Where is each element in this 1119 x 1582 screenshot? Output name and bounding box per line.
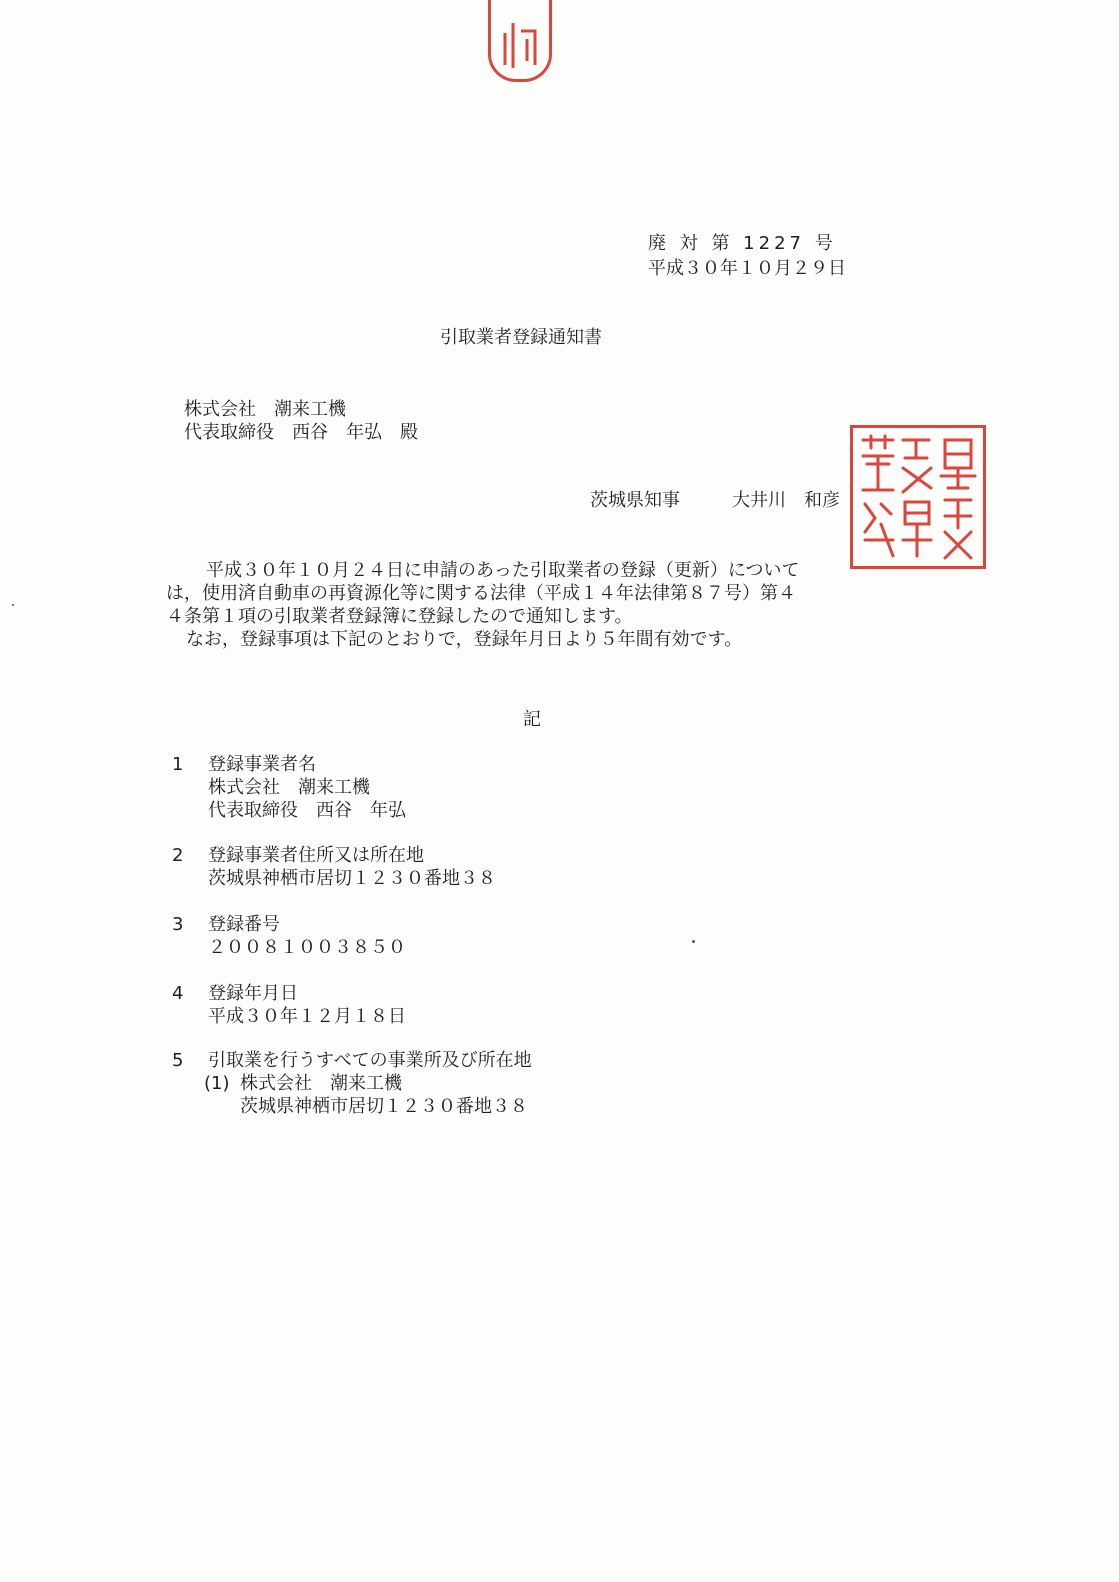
recipient-representative: 代表取締役 西谷 年弘 殿 bbox=[184, 422, 418, 443]
item-label: 登録番号 bbox=[208, 914, 280, 935]
recipient-company: 株式会社 潮来工機 bbox=[184, 399, 346, 420]
record-heading: 記 bbox=[523, 709, 541, 730]
item-number: 4 bbox=[172, 983, 184, 1004]
sender-name: 大井川 和彦 bbox=[732, 490, 840, 511]
scan-speck bbox=[692, 940, 695, 943]
item-label: 登録事業者住所又は所在地 bbox=[208, 845, 424, 866]
doc-date: 平成３０年１０月２９日 bbox=[648, 258, 846, 279]
scan-speck bbox=[12, 604, 14, 606]
body-line-4: なお，登録事項は下記のとおりで，登録年月日より５年間有効です。 bbox=[186, 629, 743, 650]
body-line-2: は，使用済自動車の再資源化等に関する法律（平成１４年法律第８７号）第４ bbox=[166, 583, 796, 604]
item-value: 茨城県神栖市居切１２３０番地３８ bbox=[208, 868, 496, 889]
item-label: 登録年月日 bbox=[208, 983, 298, 1004]
item-value: 株式会社 潮来工機 bbox=[240, 1073, 402, 1094]
body-line-1: 平成３０年１０月２４日に申請のあった引取業者の登録（更新）について bbox=[206, 560, 800, 581]
body-line-3: ４条第１項の引取業者登録簿に登録したので通知します。 bbox=[166, 606, 633, 627]
partial-seal-stamp-icon bbox=[488, 0, 552, 82]
doc-number: 廃 対 第 1227 号 bbox=[648, 233, 837, 254]
item-value: 株式会社 潮来工機 bbox=[208, 777, 370, 798]
sender-position: 茨城県知事 bbox=[590, 490, 680, 511]
item-label: 引取業を行うすべての事業所及び所在地 bbox=[208, 1050, 532, 1071]
item-number: 3 bbox=[172, 914, 184, 935]
item-value: 平成３０年１２月１８日 bbox=[208, 1006, 406, 1027]
item-number: 2 bbox=[172, 845, 184, 866]
item-value: 代表取締役 西谷 年弘 bbox=[208, 800, 406, 821]
item-label: 登録事業者名 bbox=[208, 754, 316, 775]
item-value: ２００８１００３８５０ bbox=[208, 937, 406, 958]
item-number: 1 bbox=[172, 754, 184, 775]
governor-seal-stamp-icon bbox=[850, 425, 986, 569]
page-title: 引取業者登録通知書 bbox=[440, 327, 602, 348]
item-value: 茨城県神栖市居切１２３０番地３８ bbox=[240, 1096, 528, 1117]
item-number: 5 bbox=[172, 1050, 184, 1071]
item-sub-number: (1) bbox=[204, 1073, 230, 1094]
